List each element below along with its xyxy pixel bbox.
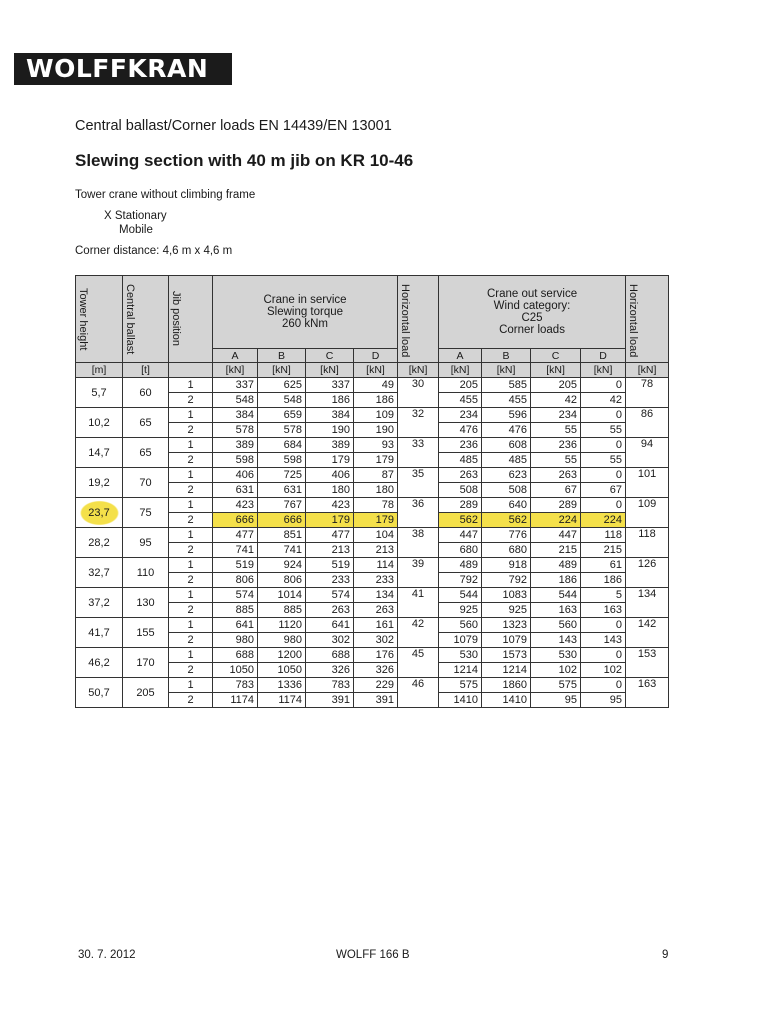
cell-out-c: 575 — [531, 678, 581, 693]
cell-in-d: 109 — [354, 408, 398, 423]
cell-in-d: 391 — [354, 693, 398, 708]
cell-out-a: 1214 — [439, 663, 482, 678]
cell-out-a: 680 — [439, 543, 482, 558]
cell-out-a: 236 — [439, 438, 482, 453]
cell-in-a: 741 — [213, 543, 258, 558]
cell-horizontal-load-2: 126 — [626, 558, 669, 588]
cell-in-a: 389 — [213, 438, 258, 453]
corner-loads-table — [75, 275, 669, 708]
cell-in-d: 176 — [354, 648, 398, 663]
cell-out-d: 0 — [581, 438, 626, 453]
cell-jib-position: 2 — [169, 693, 213, 708]
cell-out-c: 489 — [531, 558, 581, 573]
cell-out-b: 1083 — [482, 588, 531, 603]
cell-horizontal-load: 36 — [398, 498, 439, 528]
cell-in-d: 190 — [354, 423, 398, 438]
cell-in-d: 87 — [354, 468, 398, 483]
cell-tower-height: 28,2 — [76, 528, 123, 558]
cell-tower-height: 50,7 — [76, 678, 123, 708]
crane-type-text: Tower crane without climbing frame — [75, 189, 256, 201]
cell-out-d: 0 — [581, 408, 626, 423]
cell-in-c: 263 — [306, 603, 354, 618]
cell-jib-position: 2 — [169, 513, 213, 528]
cell-in-c: 179 — [306, 513, 354, 528]
cell-out-d: 0 — [581, 678, 626, 693]
cell-jib-position: 2 — [169, 393, 213, 408]
cell-out-a: 575 — [439, 678, 482, 693]
unit-cell: [kN] — [306, 363, 354, 378]
cell-horizontal-load: 30 — [398, 378, 439, 408]
cell-out-c: 95 — [531, 693, 581, 708]
cell-in-b: 631 — [258, 483, 306, 498]
header-col-b-out: B — [482, 349, 531, 363]
cell-in-b: 625 — [258, 378, 306, 393]
cell-horizontal-load-2: 86 — [626, 408, 669, 438]
header-crane-out-service: Crane out service Wind category: C25 Corner loads — [439, 276, 626, 349]
cell-jib-position: 1 — [169, 408, 213, 423]
cell-in-c: 326 — [306, 663, 354, 678]
cell-out-a: 560 — [439, 618, 482, 633]
cell-out-d: 0 — [581, 648, 626, 663]
cell-out-a: 205 — [439, 378, 482, 393]
unit-cell: [kN] — [439, 363, 482, 378]
cell-out-a: 1079 — [439, 633, 482, 648]
cell-in-c: 406 — [306, 468, 354, 483]
unit-cell: [kN] — [531, 363, 581, 378]
cell-out-c: 234 — [531, 408, 581, 423]
cell-out-c: 205 — [531, 378, 581, 393]
cell-in-d: 326 — [354, 663, 398, 678]
cell-jib-position: 1 — [169, 588, 213, 603]
cell-horizontal-load-2: 109 — [626, 498, 669, 528]
cell-in-b: 1050 — [258, 663, 306, 678]
cell-in-a: 574 — [213, 588, 258, 603]
cell-out-c: 42 — [531, 393, 581, 408]
cell-tower-height: 19,2 — [76, 468, 123, 498]
cell-out-b: 1410 — [482, 693, 531, 708]
cell-in-c: 190 — [306, 423, 354, 438]
cell-in-a: 477 — [213, 528, 258, 543]
cell-in-d: 78 — [354, 498, 398, 513]
cell-horizontal-load-2: 142 — [626, 618, 669, 648]
cell-in-b: 548 — [258, 393, 306, 408]
cell-out-d: 143 — [581, 633, 626, 648]
cell-in-c: 574 — [306, 588, 354, 603]
cell-out-b: 680 — [482, 543, 531, 558]
cell-in-b: 659 — [258, 408, 306, 423]
cell-in-c: 186 — [306, 393, 354, 408]
cell-jib-position: 2 — [169, 573, 213, 588]
cell-in-c: 477 — [306, 528, 354, 543]
cell-out-b: 608 — [482, 438, 531, 453]
cell-out-a: 489 — [439, 558, 482, 573]
cell-in-c: 233 — [306, 573, 354, 588]
cell-out-b: 776 — [482, 528, 531, 543]
cell-in-d: 161 — [354, 618, 398, 633]
cell-out-b: 455 — [482, 393, 531, 408]
unit-cell: [kN] — [482, 363, 531, 378]
cell-out-c: 215 — [531, 543, 581, 558]
table-row — [76, 678, 669, 693]
header-col-b: B — [258, 349, 306, 363]
cell-horizontal-load-2: 101 — [626, 468, 669, 498]
cell-central-ballast: 155 — [123, 618, 169, 648]
cell-out-d: 55 — [581, 453, 626, 468]
cell-out-d: 55 — [581, 423, 626, 438]
cell-jib-position: 1 — [169, 648, 213, 663]
header-col-a: A — [213, 349, 258, 363]
cell-out-c: 143 — [531, 633, 581, 648]
cell-in-c: 423 — [306, 498, 354, 513]
cell-tower-height: 46,2 — [76, 648, 123, 678]
cell-in-d: 104 — [354, 528, 398, 543]
cell-out-c: 263 — [531, 468, 581, 483]
header-col-c: C — [306, 349, 354, 363]
cell-central-ballast: 70 — [123, 468, 169, 498]
cell-out-d: 118 — [581, 528, 626, 543]
cell-out-c: 544 — [531, 588, 581, 603]
cell-horizontal-load-2: 153 — [626, 648, 669, 678]
cell-central-ballast: 130 — [123, 588, 169, 618]
cell-out-d: 215 — [581, 543, 626, 558]
cell-jib-position: 2 — [169, 633, 213, 648]
cell-out-a: 455 — [439, 393, 482, 408]
table-row — [76, 468, 669, 483]
cell-out-c: 530 — [531, 648, 581, 663]
unit-cell: [m] — [76, 363, 123, 378]
cell-horizontal-load: 45 — [398, 648, 439, 678]
cell-out-c: 560 — [531, 618, 581, 633]
cell-out-c: 447 — [531, 528, 581, 543]
cell-central-ballast: 170 — [123, 648, 169, 678]
cell-out-d: 102 — [581, 663, 626, 678]
cell-in-c: 391 — [306, 693, 354, 708]
cell-in-b: 806 — [258, 573, 306, 588]
cell-central-ballast: 95 — [123, 528, 169, 558]
cell-in-a: 980 — [213, 633, 258, 648]
cell-in-c: 688 — [306, 648, 354, 663]
cell-out-a: 289 — [439, 498, 482, 513]
cell-central-ballast: 65 — [123, 438, 169, 468]
cell-out-b: 1323 — [482, 618, 531, 633]
cell-in-a: 406 — [213, 468, 258, 483]
cell-out-c: 289 — [531, 498, 581, 513]
header-col-d-out: D — [581, 349, 626, 363]
cell-horizontal-load: 38 — [398, 528, 439, 558]
cell-in-a: 631 — [213, 483, 258, 498]
header-horizontal-load-2: Horizontal load — [626, 276, 669, 363]
cell-out-b: 476 — [482, 423, 531, 438]
table-row — [76, 408, 669, 423]
cell-in-a: 384 — [213, 408, 258, 423]
cell-in-a: 666 — [213, 513, 258, 528]
cell-horizontal-load: 32 — [398, 408, 439, 438]
cell-in-a: 641 — [213, 618, 258, 633]
cell-in-b: 1014 — [258, 588, 306, 603]
cell-in-b: 1200 — [258, 648, 306, 663]
cell-horizontal-load: 35 — [398, 468, 439, 498]
cell-in-d: 134 — [354, 588, 398, 603]
cell-out-d: 42 — [581, 393, 626, 408]
unit-cell: [kN] — [258, 363, 306, 378]
cell-out-a: 544 — [439, 588, 482, 603]
cell-out-c: 102 — [531, 663, 581, 678]
cell-in-a: 519 — [213, 558, 258, 573]
cell-in-b: 924 — [258, 558, 306, 573]
cell-out-a: 508 — [439, 483, 482, 498]
cell-jib-position: 1 — [169, 438, 213, 453]
cell-in-a: 885 — [213, 603, 258, 618]
footer-page-number: 9 — [662, 949, 669, 961]
cell-jib-position: 1 — [169, 558, 213, 573]
header-col-d: D — [354, 349, 398, 363]
cell-jib-position: 2 — [169, 543, 213, 558]
page-subtitle: Central ballast/Corner loads EN 14439/EN 13001 — [75, 118, 392, 134]
cell-in-d: 302 — [354, 633, 398, 648]
cell-out-a: 263 — [439, 468, 482, 483]
cell-out-b: 925 — [482, 603, 531, 618]
unit-cell: [kN] — [354, 363, 398, 378]
unit-cell — [169, 363, 213, 378]
cell-out-c: 55 — [531, 423, 581, 438]
unit-cell: [kN] — [581, 363, 626, 378]
header-horizontal-load: Horizontal load — [398, 276, 439, 363]
cell-out-d: 95 — [581, 693, 626, 708]
header-col-a-out: A — [439, 349, 482, 363]
cell-out-b: 1860 — [482, 678, 531, 693]
cell-out-b: 596 — [482, 408, 531, 423]
cell-horizontal-load: 39 — [398, 558, 439, 588]
cell-out-d: 163 — [581, 603, 626, 618]
cell-central-ballast: 75 — [123, 498, 169, 528]
cell-out-a: 530 — [439, 648, 482, 663]
cell-horizontal-load: 46 — [398, 678, 439, 708]
cell-in-d: 180 — [354, 483, 398, 498]
cell-horizontal-load: 41 — [398, 588, 439, 618]
cell-out-b: 1079 — [482, 633, 531, 648]
cell-in-c: 389 — [306, 438, 354, 453]
cell-out-c: 67 — [531, 483, 581, 498]
cell-in-b: 666 — [258, 513, 306, 528]
cell-in-b: 598 — [258, 453, 306, 468]
cell-tower-height: 14,7 — [76, 438, 123, 468]
cell-in-d: 179 — [354, 513, 398, 528]
cell-in-c: 179 — [306, 453, 354, 468]
table-row — [76, 498, 669, 513]
cell-out-b: 623 — [482, 468, 531, 483]
cell-jib-position: 1 — [169, 618, 213, 633]
cell-out-a: 485 — [439, 453, 482, 468]
cell-horizontal-load-2: 78 — [626, 378, 669, 408]
cell-in-d: 179 — [354, 453, 398, 468]
cell-out-c: 186 — [531, 573, 581, 588]
cell-out-b: 1214 — [482, 663, 531, 678]
cell-out-a: 925 — [439, 603, 482, 618]
table-row — [76, 618, 669, 633]
cell-out-a: 447 — [439, 528, 482, 543]
cell-out-d: 67 — [581, 483, 626, 498]
cell-in-c: 384 — [306, 408, 354, 423]
cell-tower-height: 23,7 — [76, 498, 123, 528]
cell-jib-position: 2 — [169, 453, 213, 468]
cell-in-c: 213 — [306, 543, 354, 558]
cell-out-c: 55 — [531, 453, 581, 468]
cell-in-a: 688 — [213, 648, 258, 663]
option-stationary: X Stationary — [104, 210, 167, 222]
cell-out-c: 224 — [531, 513, 581, 528]
cell-in-c: 337 — [306, 378, 354, 393]
cell-in-a: 598 — [213, 453, 258, 468]
cell-in-b: 851 — [258, 528, 306, 543]
cell-out-b: 1573 — [482, 648, 531, 663]
cell-in-c: 519 — [306, 558, 354, 573]
cell-out-a: 234 — [439, 408, 482, 423]
cell-out-a: 792 — [439, 573, 482, 588]
cell-in-d: 229 — [354, 678, 398, 693]
unit-cell: [kN] — [626, 363, 669, 378]
cell-in-a: 806 — [213, 573, 258, 588]
cell-in-d: 213 — [354, 543, 398, 558]
cell-horizontal-load-2: 134 — [626, 588, 669, 618]
cell-horizontal-load-2: 163 — [626, 678, 669, 708]
cell-jib-position: 2 — [169, 423, 213, 438]
cell-out-a: 562 — [439, 513, 482, 528]
cell-out-a: 1410 — [439, 693, 482, 708]
cell-out-b: 640 — [482, 498, 531, 513]
cell-out-d: 0 — [581, 378, 626, 393]
cell-in-d: 49 — [354, 378, 398, 393]
cell-jib-position: 1 — [169, 468, 213, 483]
unit-cell: [kN] — [213, 363, 258, 378]
cell-out-a: 476 — [439, 423, 482, 438]
cell-jib-position: 1 — [169, 678, 213, 693]
cell-out-d: 0 — [581, 468, 626, 483]
cell-central-ballast: 60 — [123, 378, 169, 408]
cell-jib-position: 1 — [169, 498, 213, 513]
cell-in-c: 783 — [306, 678, 354, 693]
cell-out-d: 61 — [581, 558, 626, 573]
cell-in-c: 302 — [306, 633, 354, 648]
cell-out-b: 918 — [482, 558, 531, 573]
cell-in-d: 93 — [354, 438, 398, 453]
cell-in-b: 980 — [258, 633, 306, 648]
cell-horizontal-load: 33 — [398, 438, 439, 468]
cell-in-a: 548 — [213, 393, 258, 408]
table-row — [76, 588, 669, 603]
table-row — [76, 648, 669, 663]
cell-horizontal-load-2: 118 — [626, 528, 669, 558]
cell-in-d: 233 — [354, 573, 398, 588]
cell-out-c: 163 — [531, 603, 581, 618]
cell-in-b: 885 — [258, 603, 306, 618]
cell-in-c: 641 — [306, 618, 354, 633]
footer-model: WOLFF 166 B — [336, 949, 410, 961]
corner-distance-text: Corner distance: 4,6 m x 4,6 m — [75, 245, 233, 257]
header-tower-height: Tower height — [76, 276, 123, 363]
cell-tower-height: 32,7 — [76, 558, 123, 588]
cell-horizontal-load: 42 — [398, 618, 439, 648]
cell-in-a: 423 — [213, 498, 258, 513]
table-body — [76, 378, 669, 708]
cell-out-b: 508 — [482, 483, 531, 498]
cell-out-d: 0 — [581, 618, 626, 633]
cell-horizontal-load-2: 94 — [626, 438, 669, 468]
cell-central-ballast: 205 — [123, 678, 169, 708]
cell-in-c: 180 — [306, 483, 354, 498]
cell-in-b: 1120 — [258, 618, 306, 633]
cell-jib-position: 2 — [169, 603, 213, 618]
unit-cell: [kN] — [398, 363, 439, 378]
cell-in-b: 1336 — [258, 678, 306, 693]
cell-out-d: 5 — [581, 588, 626, 603]
cell-in-b: 725 — [258, 468, 306, 483]
cell-out-d: 186 — [581, 573, 626, 588]
footer-date: 30. 7. 2012 — [78, 949, 136, 961]
cell-central-ballast: 110 — [123, 558, 169, 588]
cell-tower-height: 37,2 — [76, 588, 123, 618]
cell-in-b: 684 — [258, 438, 306, 453]
cell-jib-position: 2 — [169, 663, 213, 678]
cell-out-b: 562 — [482, 513, 531, 528]
cell-out-b: 485 — [482, 453, 531, 468]
cell-in-a: 578 — [213, 423, 258, 438]
cell-out-c: 236 — [531, 438, 581, 453]
cell-in-d: 186 — [354, 393, 398, 408]
cell-in-a: 1050 — [213, 663, 258, 678]
header-central-ballast: Central ballast — [123, 276, 169, 363]
cell-in-b: 741 — [258, 543, 306, 558]
cell-jib-position: 1 — [169, 378, 213, 393]
cell-jib-position: 1 — [169, 528, 213, 543]
cell-tower-height: 5,7 — [76, 378, 123, 408]
cell-out-d: 0 — [581, 498, 626, 513]
table-row — [76, 378, 669, 393]
cell-out-b: 792 — [482, 573, 531, 588]
units-row — [76, 363, 669, 378]
cell-in-d: 263 — [354, 603, 398, 618]
page-title: Slewing section with 40 m jib on KR 10-46 — [75, 151, 414, 170]
brand-logo: WOLFFKRAN — [14, 53, 232, 85]
table-row — [76, 558, 669, 573]
table-row — [76, 438, 669, 453]
header-jib-position: Jib position — [169, 276, 213, 363]
cell-in-b: 767 — [258, 498, 306, 513]
cell-in-b: 578 — [258, 423, 306, 438]
header-col-c-out: C — [531, 349, 581, 363]
cell-in-a: 783 — [213, 678, 258, 693]
table-row — [76, 528, 669, 543]
cell-in-d: 114 — [354, 558, 398, 573]
cell-out-b: 585 — [482, 378, 531, 393]
option-mobile: Mobile — [119, 224, 153, 236]
cell-tower-height: 41,7 — [76, 618, 123, 648]
cell-in-a: 337 — [213, 378, 258, 393]
cell-out-d: 224 — [581, 513, 626, 528]
cell-tower-height: 10,2 — [76, 408, 123, 438]
unit-cell: [t] — [123, 363, 169, 378]
cell-central-ballast: 65 — [123, 408, 169, 438]
cell-jib-position: 2 — [169, 483, 213, 498]
header-crane-in-service: Crane in service Slewing torque 260 kNm — [213, 276, 398, 349]
cell-in-a: 1174 — [213, 693, 258, 708]
cell-in-b: 1174 — [258, 693, 306, 708]
